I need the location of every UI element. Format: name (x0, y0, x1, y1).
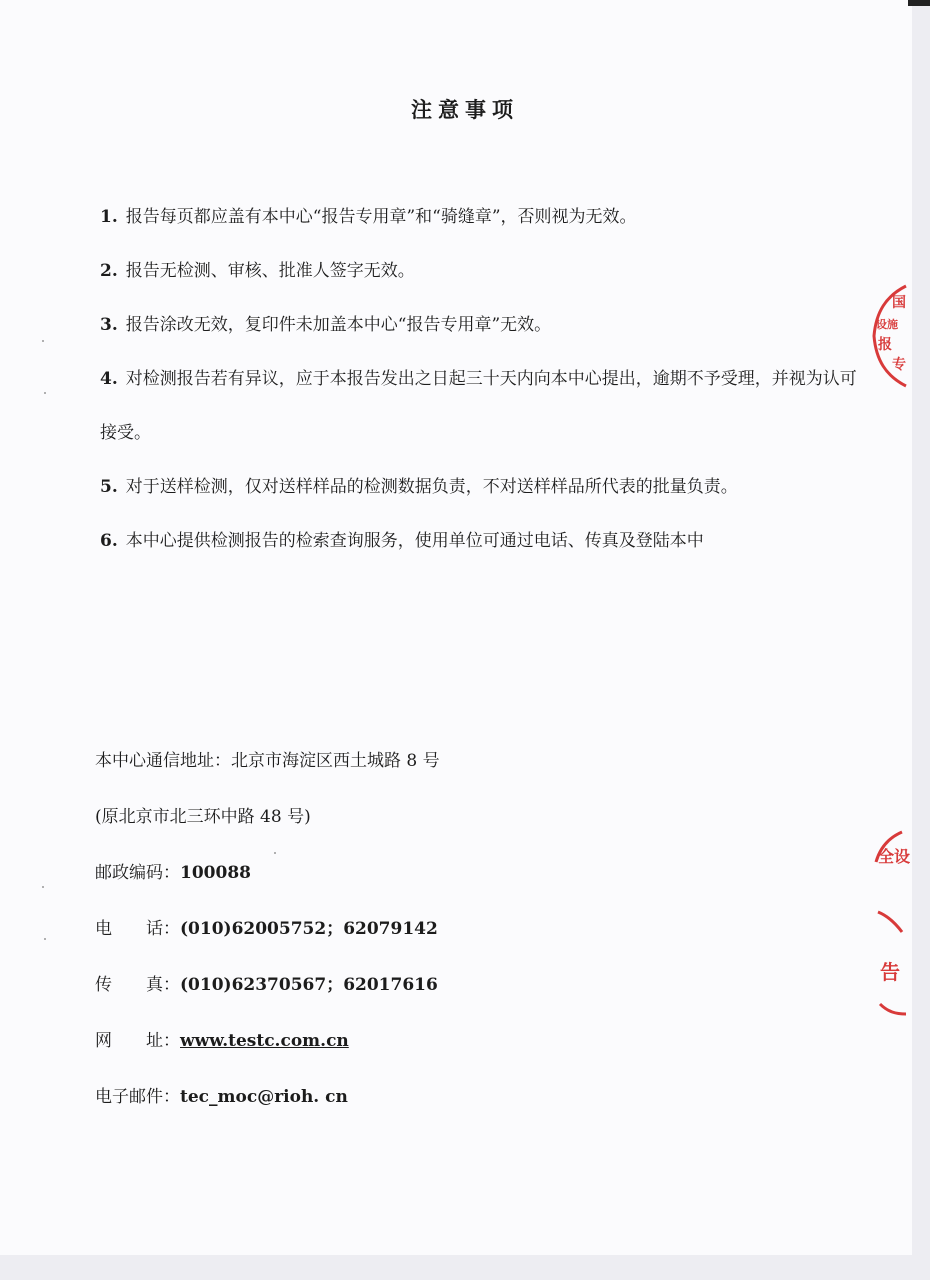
scan-edge-bottom (0, 1255, 930, 1280)
website-row (95, 1013, 795, 1069)
address-label: 本中心通信地址： (95, 751, 231, 771)
former-address-row (95, 789, 795, 845)
former-address: (原北京市北三环中路 48 号) (95, 807, 311, 827)
scan-speck (42, 886, 44, 888)
website-link[interactable]: www.testc.com.cn (180, 1031, 349, 1051)
notice-item-4 (100, 352, 870, 460)
scan-speck (274, 852, 276, 854)
scan-corner-mark (908, 0, 930, 6)
postcode-value: 100088 (180, 863, 251, 883)
address-value: 北京市海淀区西土城路 8 号 (231, 751, 440, 771)
fax-row (95, 957, 795, 1013)
notice-text: 对检测报告若有异议，应于本报告发出之日起三十天内向本中心提出，逾期不予受理，并视为认可接受。 (100, 369, 857, 443)
notice-item-1 (100, 190, 860, 244)
fax-label: 传 真： (95, 975, 180, 995)
notice-item-5 (100, 460, 870, 514)
contact-block (95, 733, 795, 1125)
email-value: tec_moc@rioh. cn (180, 1087, 348, 1107)
seal-char: 国 (892, 295, 906, 311)
notice-number: 6. (100, 531, 118, 551)
phone-value: (010)62005752；62079142 (180, 919, 438, 939)
notice-number: 1. (100, 207, 118, 227)
notice-item-6 (100, 514, 870, 568)
scan-edge-right (912, 0, 930, 1280)
notice-item-2 (100, 244, 860, 298)
notice-text: 报告涂改无效，复印件未加盖本中心“报告专用章”无效。 (125, 315, 552, 335)
notice-text: 本中心提供检测报告的检索查询服务，使用单位可通过电话、传真及登陆本中 (125, 531, 704, 551)
phone-row (95, 901, 795, 957)
fax-value: (010)62370567；62017616 (180, 975, 438, 995)
scan-speck (44, 938, 46, 940)
red-seal-top (866, 282, 910, 390)
postcode-row (95, 845, 795, 901)
seal-char: 告 (880, 960, 900, 984)
address-row (95, 733, 795, 789)
seal-char: 报 (878, 337, 892, 353)
scan-speck (44, 392, 46, 394)
notice-item-3 (100, 298, 860, 352)
postcode-label: 邮政编码： (95, 863, 180, 883)
notice-number: 2. (100, 261, 118, 281)
notice-number: 3. (100, 315, 118, 335)
notice-list (100, 190, 860, 568)
website-label: 网 址： (95, 1031, 180, 1051)
notice-number: 5. (100, 477, 118, 497)
notice-number: 4. (100, 369, 118, 389)
email-row (95, 1069, 795, 1125)
phone-label: 电 话： (95, 919, 180, 939)
notice-text: 对于送样检测，仅对送样样品的检测数据负责，不对送样样品所代表的批量负责。 (125, 477, 738, 497)
seal-char: 全设 (878, 847, 911, 866)
email-label: 电子邮件： (95, 1087, 180, 1107)
notice-text: 报告每页都应盖有本中心“报告专用章”和“骑缝章”，否则视为无效。 (125, 207, 637, 227)
red-seal-bottom (866, 828, 910, 1018)
notice-text: 报告无检测、审核、批准人签字无效。 (125, 261, 415, 281)
scan-speck (42, 340, 44, 342)
page-title: 注意事项 (411, 97, 519, 122)
seal-char: 专 (892, 357, 906, 373)
seal-char: 设施 (876, 318, 898, 331)
